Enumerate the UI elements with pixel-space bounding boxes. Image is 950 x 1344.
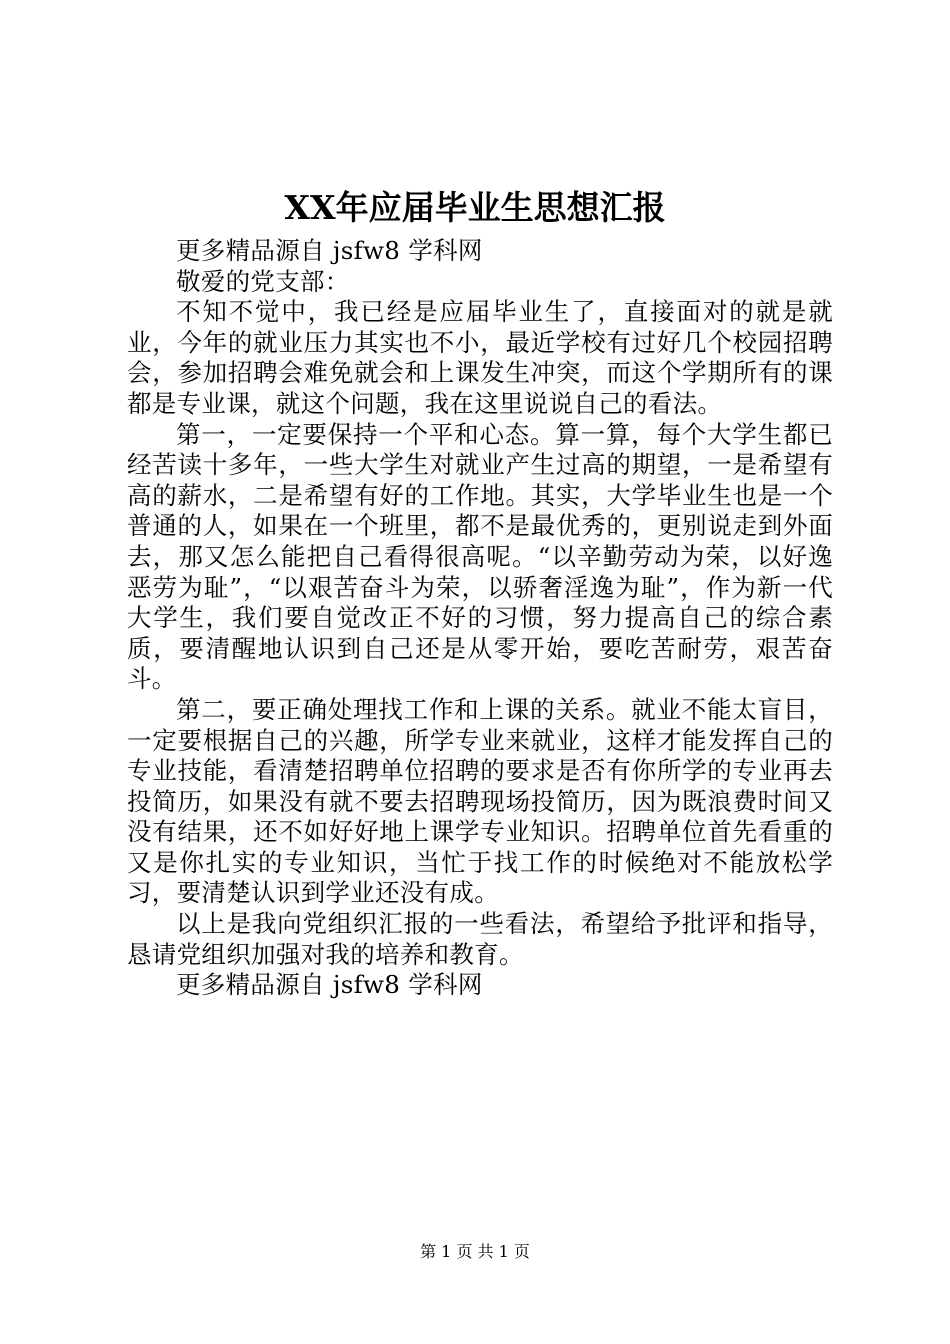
page-number-footer: 第 1 页 共 1 页 — [420, 1242, 530, 1261]
document-body — [127, 236, 833, 1001]
source-note-top: 更多精品源自 jsfw8 学科网 — [176, 236, 483, 265]
body-paragraph-closing: 以上是我向党组织汇报的一些看法，希望给予批评和指导，恳请党组织加强对我的培养和教育。 — [127, 909, 833, 969]
document-title: XX年应届毕业生思想汇报 — [284, 188, 666, 227]
source-note-bottom: 更多精品源自 jsfw8 学科网 — [176, 970, 483, 1000]
body-paragraph-second-point: 第二，要正确处理找工作和上课的关系。就业不能太盲目，一定要根据自己的兴趣，所学专业来就业，这样才能发挥自己的专业技能，看清楚招聘单位招聘的要求是否有你所学的专业再去投简历，如果没有就不要去招聘现场投简历，因为既浪费时间又没有结果，还不如好好地上课学专业知识。招聘单位首先看重的又是你扎实的专业知识，当忙于找工作的时候绝对不能放松学习，要清楚认识到学业还没有成。 — [127, 694, 833, 908]
salutation: 敬爱的党支部： — [176, 266, 350, 296]
body-paragraph-intro: 不知不觉中，我已经是应届毕业生了，直接面对的就是就业，今年的就业压力其实也不小，最近学校有过好几个校园招聘会，参加招聘会难免就会和上课发生冲突，而这个学期所有的课都是专业课，就这个问题，我在这里说说自己的看法。 — [127, 297, 833, 418]
body-paragraph-first-point: 第一，一定要保持一个平和心态。算一算，每个大学生都已经苦读十多年，一些大学生对就业产生过高的期望，一是希望有高的薪水，二是希望有好的工作地。其实，大学毕业生也是一个普通的人，如果在一个班里，都不是最优秀的，更别说走到外面去，那又怎么能把自己看得很高呢。“以辛勤劳动为荣，以好逸恶劳为耻”，“以艰苦奋斗为荣，以骄奢淫逸为耻”，作为新一代大学生，我们要自觉改正不好的习惯，努力提高自己的综合素质，要清醒地认识到自己还是从零开始，要吃苦耐劳，艰苦奋斗。 — [127, 419, 833, 694]
